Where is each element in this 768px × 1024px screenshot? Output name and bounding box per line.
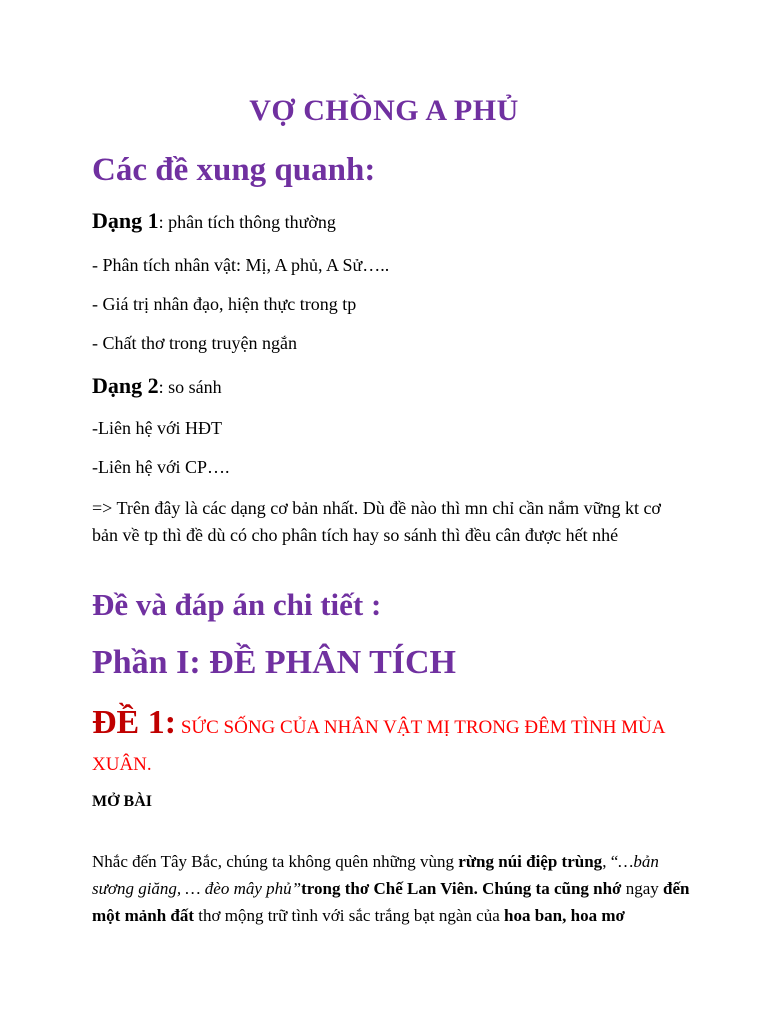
dang2-desc: : so sánh xyxy=(158,377,222,397)
dang2-item: -Liên hệ với CP…. xyxy=(92,457,230,477)
mo-bai-paragraph xyxy=(92,848,692,929)
dang1-label: Dạng 1 xyxy=(92,208,159,233)
dang1-line xyxy=(92,208,336,234)
section-heading-cac-de: Các đề xung quanh: xyxy=(92,152,376,188)
para-segment-italic: …bản sương giăng, … đèo mây phủ” xyxy=(92,852,659,898)
para-segment: thơ mộng trữ tình với sắc trắng bạt ngàn của xyxy=(194,906,504,925)
de1-text: SỨC SỐNG CỦA NHÂN VẬT MỊ TRONG ĐÊM TÌNH MÙA XUÂN. xyxy=(92,717,665,775)
para-segment-bold: đến một mảnh đất xyxy=(92,879,690,925)
heading-phan-1: Phần I: ĐỀ PHÂN TÍCH xyxy=(92,644,456,681)
para-segment: Nhắc đến Tây Bắc, chúng ta không quên những vùng xyxy=(92,852,459,871)
dang2-item: -Liên hệ với HĐT xyxy=(92,418,222,438)
para-segment-bold: trong thơ Chế Lan Viên. Chúng ta cũng nhớ xyxy=(301,879,622,898)
para-segment-bold: hoa ban, hoa mơ xyxy=(504,906,625,925)
para-segment-bold: rừng núi điệp trùng xyxy=(458,852,603,871)
para-segment: , “ xyxy=(602,852,619,871)
dang2-label: Dạng 2 xyxy=(92,373,159,398)
mo-bai-heading: MỞ BÀI xyxy=(92,793,152,810)
dang1-item: - Chất thơ trong truyện ngắn xyxy=(92,333,297,353)
dang1-item: - Giá trị nhân đạo, hiện thực trong tp xyxy=(92,294,357,314)
summary-note: => Trên đây là các dạng cơ bản nhất. Dù đề nào thì mn chỉ cần nắm vững kt cơ bản về tp thì đề dù có cho phân tích hay so sánh thì đều cân được hết nhé xyxy=(92,498,661,545)
document-title: VỢ CHỒNG A PHỦ xyxy=(249,94,519,127)
dang2-line xyxy=(92,373,222,399)
de1-label: ĐỀ 1: xyxy=(92,704,177,741)
para-segment: ngay xyxy=(621,879,664,898)
heading-de-dap-an: Đề và đáp án chi tiết : xyxy=(92,587,382,622)
dang1-item: - Phân tích nhân vật: Mị, A phủ, A Sử….. xyxy=(92,255,390,275)
dang1-desc: : phân tích thông thường xyxy=(158,212,336,232)
de1-block xyxy=(92,705,672,784)
